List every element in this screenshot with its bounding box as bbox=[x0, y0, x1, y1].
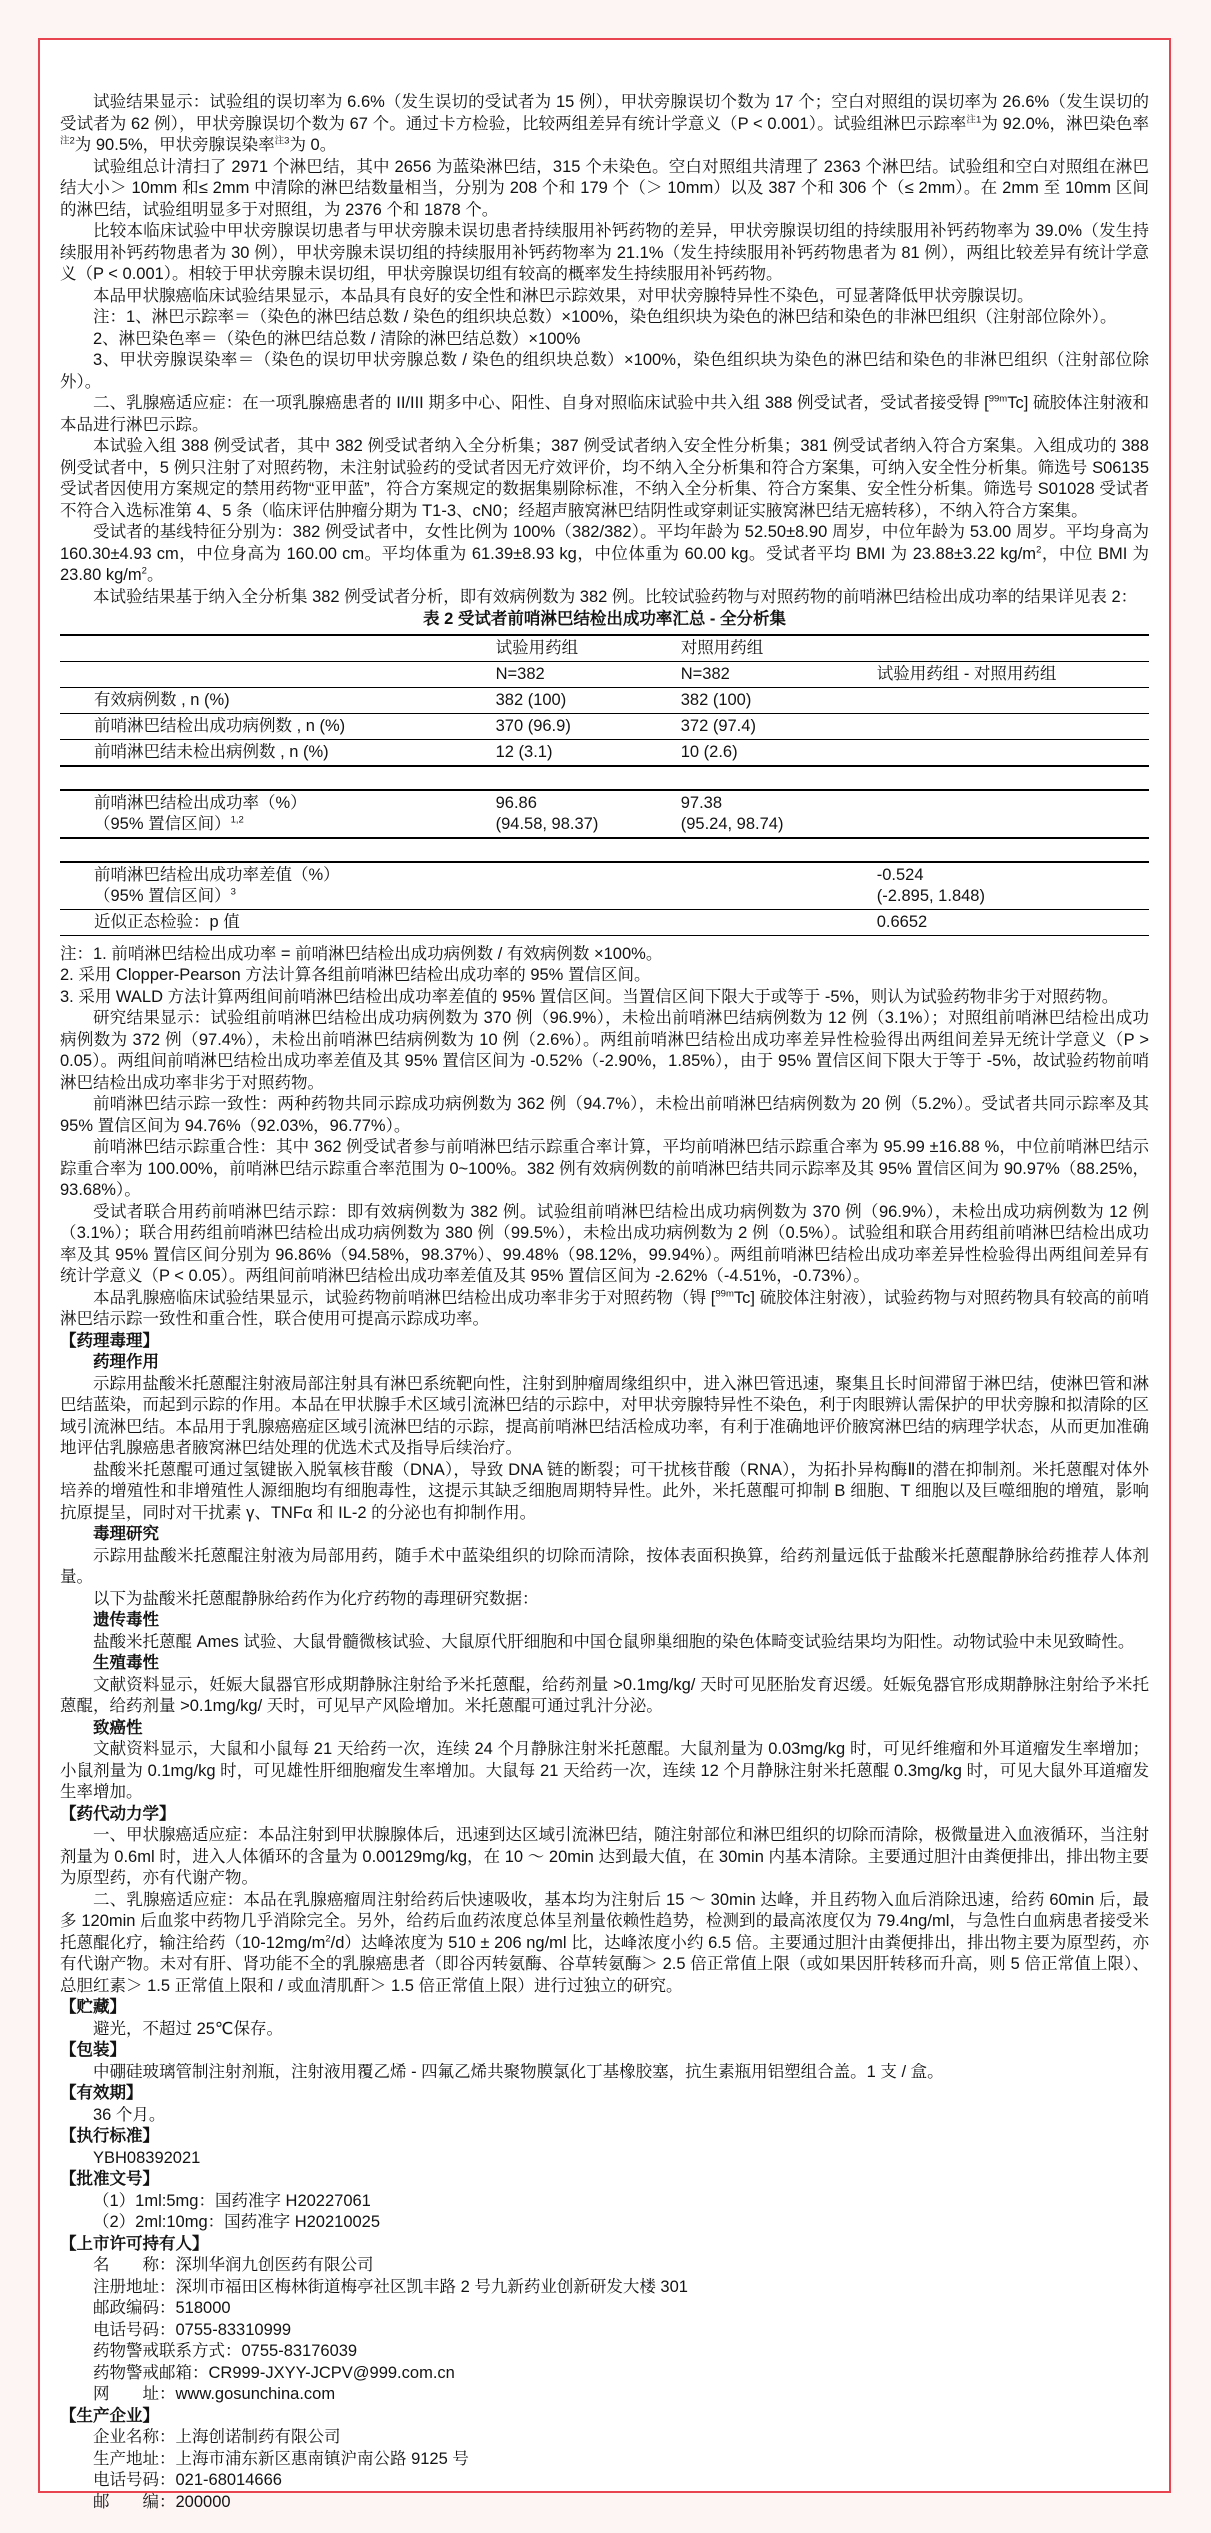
mah-pharmacovigilance-contact: 药物警戒联系方式：0755-83176039 bbox=[93, 2342, 358, 2360]
subheading-genotoxicity: 遗传毒性 bbox=[93, 1611, 159, 1629]
table-cell bbox=[877, 664, 1149, 685]
table-cell bbox=[60, 638, 496, 659]
table-cell-line: (-2.895, 1.848) bbox=[876, 886, 985, 905]
table-cell bbox=[60, 664, 496, 685]
manufacturer-address: 生产地址：上海市浦东新区惠南镇沪南公路 9125 号 bbox=[93, 2449, 469, 2468]
superscript-note-ref: 3 bbox=[230, 886, 236, 897]
para-genotoxicity: 盐酸米托蒽醌 Ames 试验、大鼠骨髓微核试验、大鼠原代肝细胞和中国仓鼠卵巢细胞的染色体畸变试验结果均为阳性。动物试验中未见致畸性。 bbox=[93, 1632, 1135, 1651]
subheading-reproductive-toxicity: 生殖毒性 bbox=[93, 1654, 159, 1672]
mah-postal-code: 邮政编码：518000 bbox=[93, 2299, 231, 2317]
table-cell-line: -0.524 bbox=[876, 865, 924, 884]
table-cell bbox=[60, 716, 496, 737]
table-cell-line: 前哨淋巴结检出成功率（%） bbox=[94, 793, 307, 812]
para-shelf-life: 36 个月。 bbox=[93, 2105, 166, 2124]
table-row bbox=[60, 636, 1149, 661]
table-cell bbox=[60, 912, 496, 933]
table-cell-line: (94.58, 98.37) bbox=[495, 814, 599, 833]
table-cell-line: 0.6652 bbox=[876, 912, 928, 931]
table-cell-line: (95.24, 98.74) bbox=[680, 814, 784, 833]
table-cell bbox=[681, 865, 877, 907]
para-tracing-consistency: 前哨淋巴结示踪一致性：两种药物共同示踪成功病例数为 362 例（94.7%），未检出前哨淋巴结病例数为 20 例（5.2%）。受试者共同示踪率及其 95% 置信区间为 94.76%（92.03%，96.77%）。 bbox=[60, 1095, 1149, 1135]
note-definition-3: 3、甲状旁腺误染率＝（染色的误切甲状旁腺总数 / 染色的组织块总数）×100%，染色组织块为染色的淋巴结和染色的非淋巴组织（注射部位除外）。 bbox=[60, 351, 1149, 391]
para-combined-use: 受试者联合用药前哨淋巴结示踪：即有效病例数为 382 例。试验组前哨淋巴结检出成功病例数为 370 例（96.9%），未检出成功病例数为 12 例（3.1%）；联合用药组前哨淋巴结检出成功病例数为 380 例（99.5%），未检出成功病例数为 2 例（0.5%）。试验组和联合用药组前哨淋巴结检出成功率及其 95% 置信区间分别为 96.86%（94.58%，98.37%）、99.48%（98.12%，99.94%）。两组前哨淋巴结检出成功率差异性检验得出两组间差异有统计学意义（P < 0.05）。两组间前哨淋巴结检出成功率差值及其 95% 置信区间为 -2.62%（-4.51%，-0.73%）。 bbox=[60, 1202, 1149, 1285]
table-row bbox=[60, 791, 1149, 837]
para-pk-thyroid: 一、甲状腺癌适应症：本品注射到甲状腺腺体后，迅速到达区域引流淋巴结，随注射部位和淋巴组织的切除而清除，极微量进入血液循环，当注射剂量为 0.6ml 时，进入人体循环的含量为 0.00129mg/kg，在 10 ～ 20min 达到最大值，在 30min 内基本清除。主要通过胆汁由粪便排出，排出物主要为原型药，亦有代谢产物。 bbox=[60, 1826, 1149, 1887]
note-definition-1: 注：1、淋巴示踪率＝（染色的淋巴结总数 / 染色的组织块总数）×100%，染色组织块为染色的淋巴结和染色的非淋巴组织（注射部位除外）。 bbox=[93, 308, 1117, 326]
table-cell bbox=[681, 664, 877, 685]
table-cell bbox=[496, 638, 681, 659]
table-note-2: 2. 采用 Clopper-Pearson 方法计算各组前哨淋巴结检出成功率的 95% 置信区间。 bbox=[60, 966, 651, 984]
manufacturer-postal-code: 邮 编：200000 bbox=[93, 2492, 231, 2511]
para-calcium-supplement: 比较本临床试验中甲状旁腺误切患者与甲状旁腺未误切患者持续服用补钙药物的差异，甲状旁腺误切组的持续服用补钙药物率为 39.0%（发生持续服用补钙药物患者为 30 例），甲状旁腺未误切组的持续服用补钙药物率为 21.1%（发生持续服用补钙药物患者为 81 例），两组比较差异有统计学意义（P < 0.001）。相较于甲状旁腺未误切组，甲状旁腺误切组有较高的概率发生持续服用补钙药物。 bbox=[60, 222, 1149, 283]
heading-packaging: 【包装】 bbox=[60, 2041, 126, 2059]
table-cell bbox=[877, 690, 1149, 711]
table-cell-line: 96.86 bbox=[495, 793, 537, 812]
table-section-2 bbox=[60, 789, 1149, 839]
superscript-note-ref: 1,2 bbox=[230, 814, 244, 825]
table-cell-line: 10 (2.6) bbox=[680, 742, 738, 761]
table-caption: 表 2 受试者前哨淋巴结检出成功率汇总 - 全分析集 bbox=[422, 610, 786, 628]
superscript-note-ref: 2 bbox=[141, 565, 147, 577]
para-breast-conclusion: 本品乳腺癌临床试验结果显示，试验药物前哨淋巴结检出成功率非劣于对照药物（锝 [$^{99m}$Tc] 硫胶体注射液），试验药物与对照药物具有较高的前哨淋巴结示踪一致性和重合性，联合使用可提高示踪成功率。 bbox=[60, 1288, 1150, 1328]
heading-marketing-authorization-holder: 【上市许可持有人】 bbox=[60, 2234, 209, 2253]
para-reproductive-toxicity: 文献资料显示，妊娠大鼠器官形成期静脉注射给予米托蒽醌，给药剂量 >0.1mg/kg/ 天时可见胚胎发育迟缓。妊娠兔器官形成期静脉注射给予米托蒽醌，给药剂量 >0.1mg/kg/ 天时，可见早产风险增加。米托蒽醌可通过乳汁分泌。 bbox=[60, 1675, 1149, 1715]
table-cell-line: （95% 置信区间）$^{1,2}$ bbox=[94, 814, 244, 833]
note-definition-2: 2、淋巴染色率＝（染色的淋巴结总数 / 清除的淋巴结总数）×100% bbox=[93, 329, 581, 348]
para-thyroid-conclusion: 本品甲状腺癌临床试验结果显示，本品具有良好的安全性和淋巴示踪效果，对甲状旁腺特异性不染色，可显著降低甲状旁腺误切。 bbox=[93, 286, 1034, 305]
manufacturer-name: 企业名称：上海创诺制药有限公司 bbox=[93, 2428, 341, 2446]
mah-name: 名 称：深圳华润九创医药有限公司 bbox=[93, 2256, 374, 2274]
table-cell bbox=[60, 690, 496, 711]
table-cell-line: 382 (100) bbox=[495, 690, 567, 709]
superscript-note-ref: 注3 bbox=[274, 135, 290, 147]
document-content bbox=[60, 92, 1149, 2513]
mah-phone: 电话号码：0755-83310999 bbox=[93, 2320, 292, 2339]
table-cell-line: 前哨淋巴结未检出病例数 , n (%) bbox=[94, 742, 329, 761]
table-cell bbox=[681, 742, 877, 763]
mah-website: 网 址：www.gosunchina.com bbox=[93, 2385, 336, 2403]
table-row bbox=[60, 687, 1149, 713]
table-cell bbox=[877, 912, 1149, 933]
para-pk-breast: 二、乳腺癌适应症：本品在乳腺癌瘤周注射给药后快速吸收，基本均为注射后 15 ～ 30min 达峰，并且药物入血后消除迅速，给药 60min 后，最多 120min 后血浆中药物几乎消除完全。另外，给药后血药浓度总体呈剂量依赖性趋势，检测到的最高浓度仅为 79.4ng/ml，与急性白血病患者接受米托蒽醌化疗，输注给药$(10-12mg/m^2/d)$达峰浓度为 510 ± 206 ng/ml 比，达峰浓度小约 6.5 倍。主要通过胆汁由粪便排出，排出物主要为原型药，亦有代谢产物。未对有肝、肾功能不全的乳腺癌患者（即谷丙转氨酶、谷草转氨酶＞ 2.5 倍正常值上限（或如果因肝转移而升高，则 5 倍正常值上限）、总胆红素＞ 1.5 正常值上限和 / 或血清肌酐＞ 1.5 倍正常值上限）进行过独立的研究。 bbox=[60, 1890, 1150, 1995]
para-approval-2: （2）2ml:10mg：国药准字 H20210025 bbox=[93, 2213, 381, 2231]
table-cell-line: 试验用药组 bbox=[495, 638, 579, 657]
table-cell bbox=[877, 742, 1149, 763]
table-cell bbox=[681, 638, 877, 659]
table-cell bbox=[681, 716, 877, 737]
para-baseline: 受试者的基线特征分别为：382 例受试者中，女性比例为 100%（382/382）。平均年龄为 52.50±8.90 周岁，中位年龄为 53.00 周岁。平均身高为 160.30±4.93 cm，中位身高为 160.00 cm。平均体重为 61.39±8.93 kg，中位体重为 60.00 kg。受试者平均 BMI 为 23.88±3.22 $kg/m^2$，中位 BMI 为 23.80 $kg/m^2$。 bbox=[60, 523, 1149, 584]
table-snlb-detection-success bbox=[60, 634, 1149, 936]
table-cell-line: 97.38 bbox=[680, 793, 723, 812]
table-row bbox=[60, 739, 1149, 765]
table-note-3: 3. 采用 WALD 方法计算两组间前哨淋巴结检出成功率差值的 95% 置信区间。当置信区间下限大于或等于 -5%，则认为试验药物非劣于对照药物。 bbox=[60, 987, 1119, 1006]
table-cell bbox=[496, 742, 681, 763]
superscript-note-ref: 99m bbox=[715, 1288, 734, 1299]
para-storage: 避光，不超过 25℃保存。 bbox=[93, 2019, 283, 2038]
table-cell bbox=[681, 912, 877, 933]
table-cell-line: 近似正态检验：p 值 bbox=[94, 912, 240, 931]
table-cell bbox=[681, 690, 877, 711]
para-toxicology-data-intro: 以下为盐酸米托蒽醌静脉给药作为化疗药物的毒理研究数据： bbox=[93, 1589, 539, 1608]
para-pharmacological-action: 示踪用盐酸米托蒽醌注射液局部注射具有淋巴系统靶向性，注射到肿瘤周缘组织中，进入淋巴管迅速，聚集且长时间滞留于淋巴结，使淋巴管和淋巴结蓝染，而起到示踪的作用。本品在甲状腺手术区域引流淋巴结的示踪中，对甲状旁腺特异性不染色，利于肉眼辨认需保护的甲状旁腺和拟清除的区域引流淋巴结。本品用于乳腺癌癌症区域引流淋巴结的示踪，提高前哨淋巴结活检成功率，有利于准确地评价腋窝淋巴结的病理学状态，从而更加准确地评估乳腺癌患者腋窝淋巴结处理的优选术式及指导后续治疗。 bbox=[60, 1374, 1149, 1457]
mah-pharmacovigilance-email: 药物警戒邮箱：CR999-JXYY-JCPV@999.com.cn bbox=[93, 2363, 455, 2382]
para-packaging: 中硼硅玻璃管制注射剂瓶，注射液用覆乙烯 - 四氟乙烯共聚物膜氯化丁基橡胶塞，抗生素瓶用铝塑组合盖。1 支 / 盒。 bbox=[93, 2062, 944, 2081]
subheading-carcinogenicity: 致癌性 bbox=[93, 1718, 143, 1737]
table-row bbox=[60, 863, 1149, 909]
superscript-note-ref: 注2 bbox=[60, 135, 75, 147]
superscript-note-ref: 注1 bbox=[966, 114, 982, 125]
table-cell bbox=[496, 793, 681, 835]
heading-pharmacokinetics: 【药代动力学】 bbox=[60, 1804, 176, 1823]
table-row bbox=[60, 713, 1149, 739]
table-cell bbox=[496, 664, 681, 685]
table-cell bbox=[877, 793, 1149, 835]
table-cell-line: 前哨淋巴结检出成功病例数 , n (%) bbox=[94, 716, 346, 735]
para-breast-cancer-indication: 二、乳腺癌适应症：在一项乳腺癌患者的 II/III 期多中心、阳性、自身对照临床试验中共入组 388 例受试者，受试者接受锝 [$^{99m}$Tc] 硫胶体注射液和本品进行淋巴示踪。 bbox=[60, 393, 1149, 434]
heading-storage: 【贮藏】 bbox=[60, 1998, 126, 2016]
table-cell-line: 前哨淋巴结检出成功率差值（%） bbox=[94, 865, 340, 884]
table-row bbox=[60, 909, 1149, 935]
manufacturer-phone: 电话号码：021-68014666 bbox=[93, 2471, 282, 2489]
para-enrollment: 本试验入组 388 例受试者，其中 382 例受试者纳入全分析集；387 例受试者纳入安全性分析集；381 例受试者纳入符合方案集。入组成功的 388 例受试者中，5 例只注射了对照药物，未注射试验药的受试者因无疗效评价，均不纳入全分析集和符合方案集，可纳入安全性分析集。筛选号 S06135 受试者因使用方案规定的禁用药物“亚甲蓝”，符合方案规定的数据集剔除标准，不纳入全分析集、符合方案集、安全性分析集。筛选号 S01028 受试者不符合入选标准第 4、5 条（临床评估肿瘤分期为 T1-3、cN0；经超声腋窝淋巴结阴性或穿刺证实腋窝淋巴结无癌转移），不纳入符合方案集。 bbox=[60, 437, 1149, 520]
table-cell bbox=[496, 912, 681, 933]
table-cell-line: 有效病例数 , n (%) bbox=[94, 690, 230, 709]
mah-registered-address: 注册地址：深圳市福田区梅林街道梅亭社区凯丰路 2 号九新药业创新研发大楼 301 bbox=[93, 2277, 688, 2296]
table-cell bbox=[496, 716, 681, 737]
table-cell bbox=[60, 742, 496, 763]
table-cell-line: 对照用药组 bbox=[680, 638, 764, 657]
para-approval-1: （1）1ml:5mg：国药准字 H20227061 bbox=[93, 2191, 371, 2210]
table-cell bbox=[496, 690, 681, 711]
superscript-note-ref: 2 bbox=[325, 1933, 331, 1944]
table-cell bbox=[877, 865, 1149, 907]
heading-manufacturer: 【生产企业】 bbox=[60, 2406, 159, 2425]
document-page bbox=[38, 38, 1171, 2511]
para-carcinogenicity: 文献资料显示，大鼠和小鼠每 21 天给药一次，连续 24 个月静脉注射米托蒽醌。大鼠剂量为 0.03mg/kg 时，可见纤维瘤和外耳道瘤发生率增加；小鼠剂量为 0.1mg/kg 时，可见雄性肝细胞瘤发生率增加。大鼠每 21 天给药一次，连续 12 个月静脉注射米托蒽醌 0.3mg/kg 时，可见大鼠外耳道瘤发生率增加。 bbox=[60, 1740, 1149, 1801]
table-cell-line: N=382 bbox=[495, 664, 545, 683]
heading-pharmacology-toxicology: 【药理毒理】 bbox=[60, 1331, 159, 1350]
table-cell-line: 370 (96.9) bbox=[495, 716, 571, 735]
para-study-results: 研究结果显示：试验组前哨淋巴结检出成功病例数为 370 例（96.9%），未检出前哨淋巴结病例数为 12 例（3.1%）；对照组前哨淋巴结检出成功病例数为 372 例（97.4%），未检出前哨淋巴结病例数为 10 例（2.6%）。两组前哨淋巴结检出成功率差异性检验得出两组间差异无统计学意义（P > 0.05）。两组间前哨淋巴结检出成功率差值及其 95% 置信区间为 -0.52%（-2.90%，1.85%），由于 95% 置信区间下限大于等于 -5%，故试验药物前哨淋巴结检出成功率非劣于对照药物。 bbox=[60, 1009, 1149, 1092]
table-cell bbox=[60, 793, 496, 835]
table-note-1: 注：1. 前哨淋巴结检出成功率 = 前哨淋巴结检出成功病例数 / 有效病例数 ×100%。 bbox=[60, 944, 663, 963]
table-cell-line: N=382 bbox=[680, 664, 730, 683]
table-cell bbox=[877, 716, 1149, 737]
para-standard: YBH08392021 bbox=[93, 2148, 201, 2167]
superscript-note-ref: 2 bbox=[1036, 544, 1042, 555]
para-mitoxantrone-mechanism: 盐酸米托蒽醌可通过氢键嵌入脱氧核苷酸（DNA），导致 DNA 链的断裂；可干扰核苷酸（RNA），为拓扑异构酶Ⅱ的潜在抑制剂。米托蒽醌对体外培养的增殖性和非增殖性人源细胞均有细胞毒性，这提示其缺乏细胞周期特异性。此外，米托蒽醌可抑制 B 细胞、T 细胞以及巨噬细胞的增殖，影响抗原提呈，同时对干扰素 γ、TNFα 和 IL-2 的分泌也有抑制作用。 bbox=[60, 1460, 1149, 1522]
para-toxicology-overview: 示踪用盐酸米托蒽醌注射液为局部用药，随手术中蓝染组织的切除而清除，按体表面积换算，给药剂量远低于盐酸米托蒽醌静脉给药推荐人体剂量。 bbox=[60, 1546, 1149, 1586]
heading-approval-number: 【批准文号】 bbox=[60, 2170, 159, 2188]
table-cell-line: 372 (97.4) bbox=[680, 716, 756, 735]
para-thyroid-trial-results: 试验结果显示：试验组的误切率为 6.6%（发生误切的受试者为 15 例），甲状旁腺误切个数为 17 个；空白对照组的误切率为 26.6%（发生误切的受试者为 62 例），甲状旁腺误切个数为 67 个。通过卡方检验，比较两组差异有统计学意义（P < 0.001）。试验组淋巴示踪率$^{注1}$为 92.0%，淋巴染色率$^{注2}$为 90.5%，甲状旁腺误染率$^{注3}$为 0。 bbox=[60, 93, 1149, 154]
para-table-intro: 本试验结果基于纳入全分析集 382 例受试者分析，即有效病例数为 382 例。比较试验药物与对照药物的前哨淋巴结检出成功率的结果详见表 2： bbox=[93, 587, 1138, 606]
table-cell-line: 12 (3.1) bbox=[495, 742, 553, 761]
table-section-3 bbox=[60, 861, 1149, 936]
heading-shelf-life: 【有效期】 bbox=[60, 2084, 143, 2102]
heading-standard: 【执行标准】 bbox=[60, 2127, 159, 2145]
table-cell-line: （95% 置信区间）$^3$ bbox=[94, 886, 236, 905]
table-cell-line: 382 (100) bbox=[680, 690, 752, 709]
table-cell bbox=[60, 865, 496, 907]
subheading-pharmacological-action: 药理作用 bbox=[93, 1353, 159, 1371]
table-cell bbox=[496, 865, 681, 907]
table-cell bbox=[681, 793, 877, 835]
para-lymph-node-counts: 试验组总计清扫了 2971 个淋巴结，其中 2656 为蓝染淋巴结，315 个未染色。空白对照组共清理了 2363 个淋巴结。试验组和空白对照组在淋巴结大小＞ 10mm 和≤ 2mm 中清除的淋巴结数量相当，分别为 208 个和 179 个（＞ 10mm）以及 387 个和 306 个（≤ 2mm）。在 2mm 至 10mm 区间的淋巴结，试验组明显多于对照组，为 2376 个和 1878 个。 bbox=[60, 157, 1149, 219]
table-cell bbox=[877, 638, 1149, 659]
table-cell-line: 试验用药组 - 对照用药组 bbox=[876, 664, 1057, 683]
para-tracing-overlap: 前哨淋巴结示踪重合性：其中 362 例受试者参与前哨淋巴结示踪重合率计算，平均前哨淋巴结示踪重合率为 95.99 ±16.88 %，中位前哨淋巴结示踪重合率为 100.00%，前哨淋巴结示踪重合率范围为 0~100%。382 例有效病例数的前哨淋巴结共同示踪率及其 95% 置信区间为 90.97%（88.25%，93.68%）。 bbox=[60, 1138, 1149, 1199]
table-row bbox=[60, 661, 1149, 687]
superscript-note-ref: 99m bbox=[988, 393, 1008, 405]
subheading-toxicology-research: 毒理研究 bbox=[93, 1525, 159, 1543]
table-section-1 bbox=[60, 634, 1149, 767]
